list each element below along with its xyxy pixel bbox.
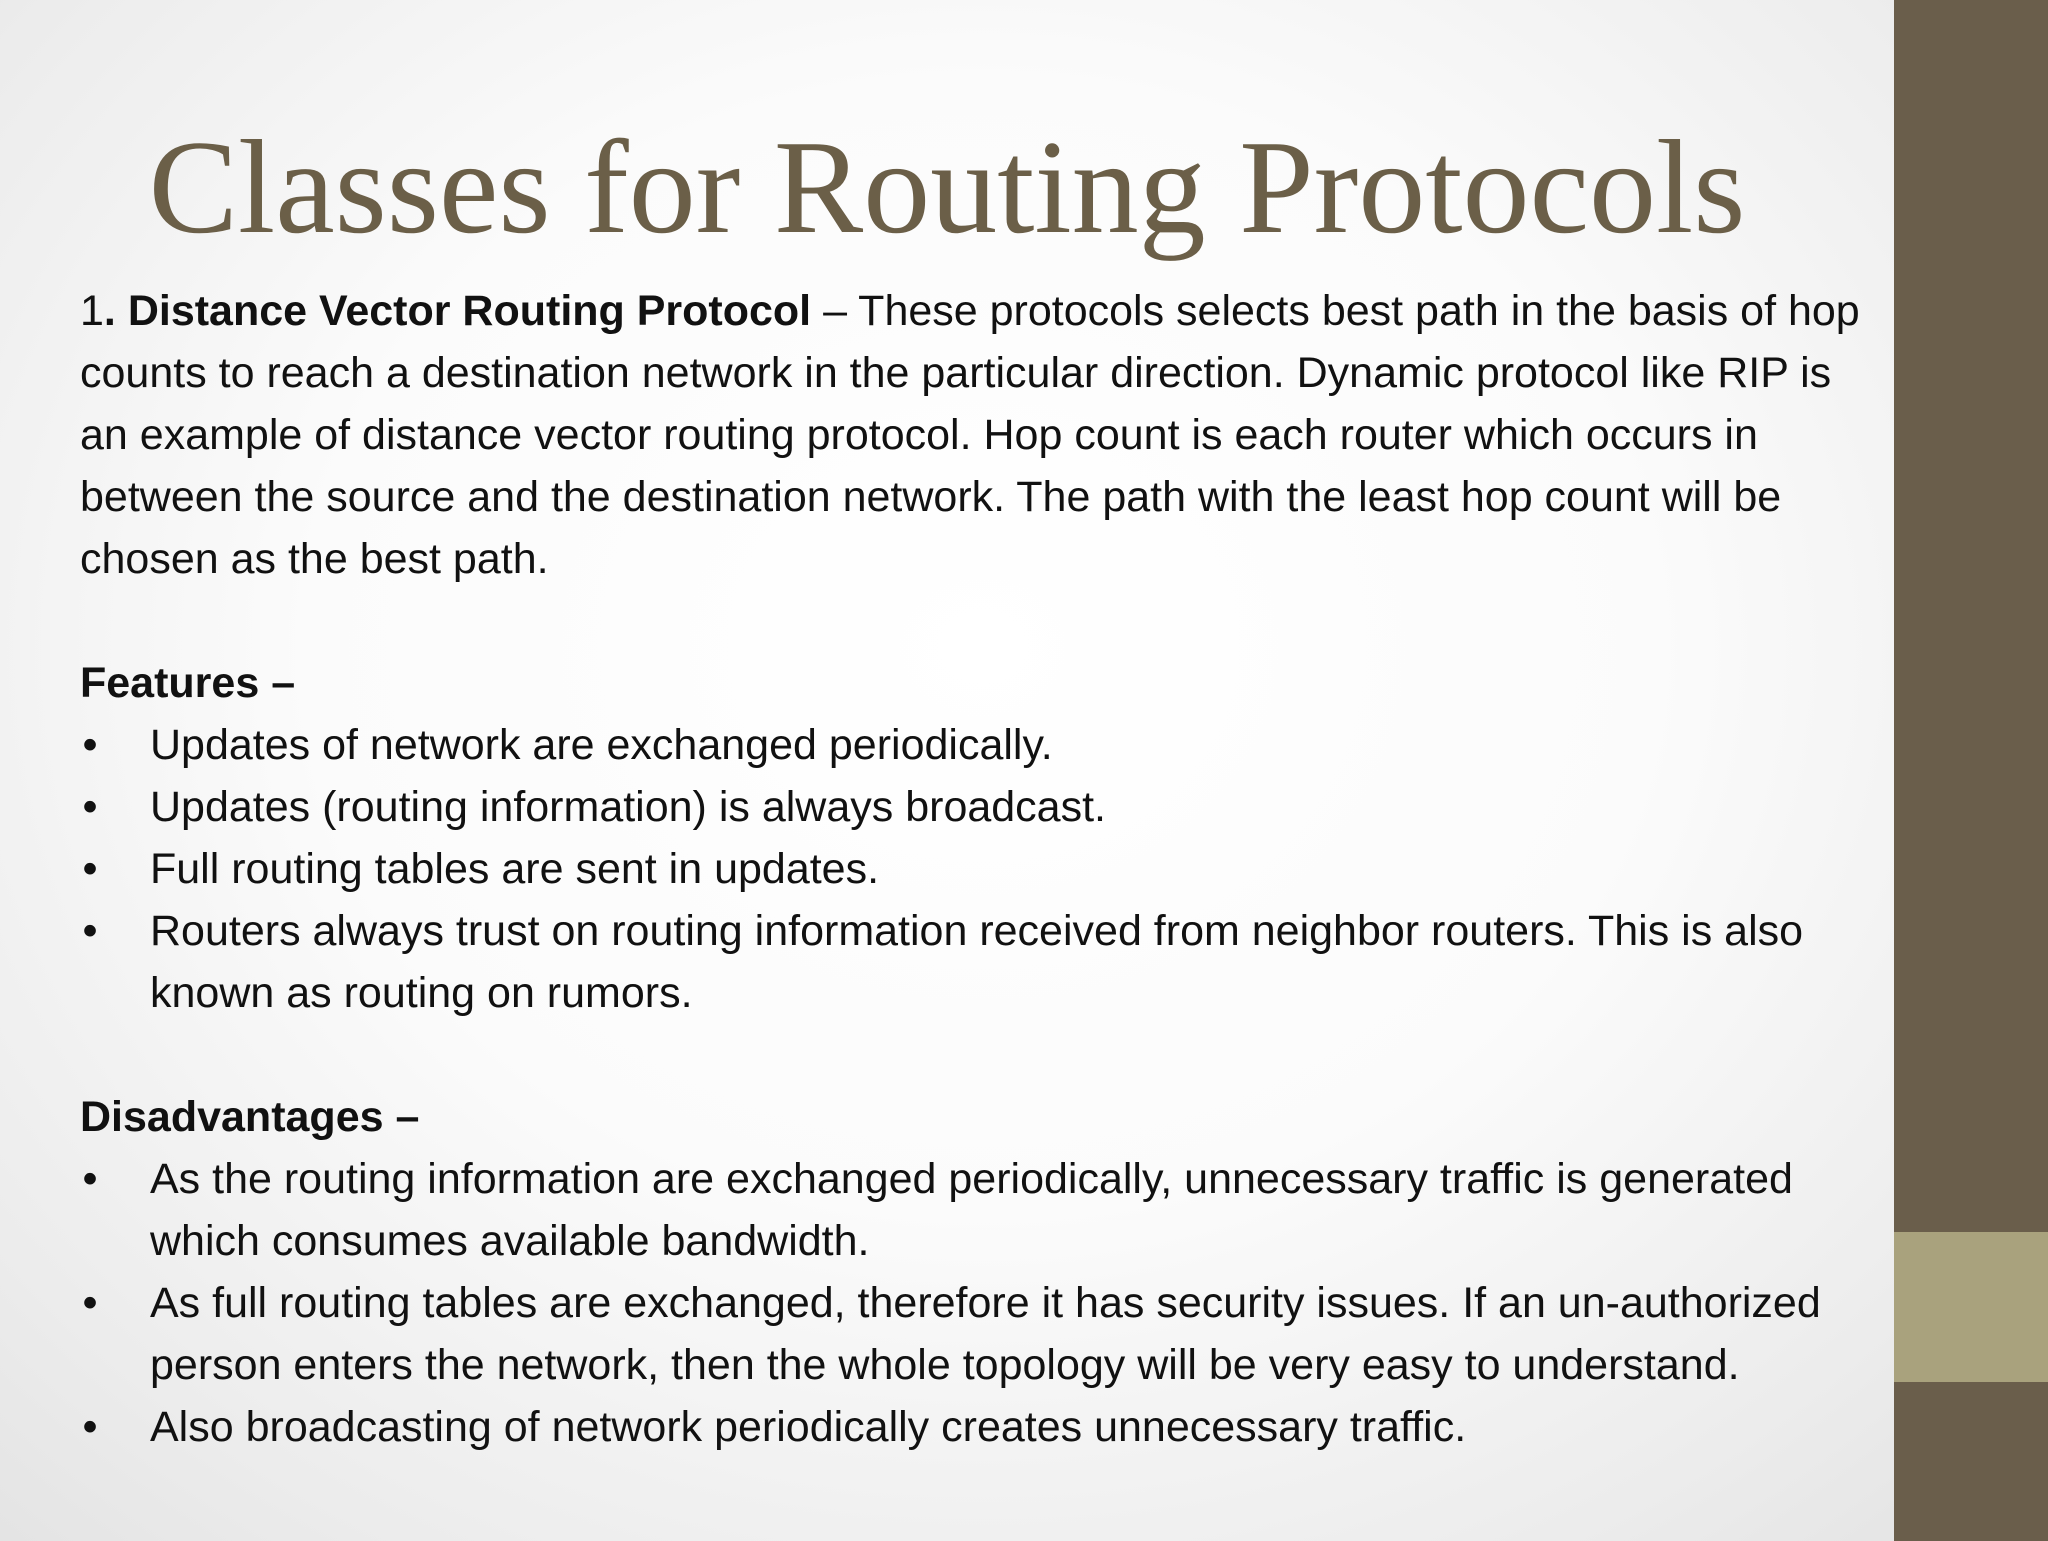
features-item-text: Routers always trust on routing information received from neighbor routers. This is also known as routing on rumors.	[150, 907, 1804, 1017]
bullet-icon: •	[82, 1155, 98, 1203]
bullet-icon: •	[82, 1279, 98, 1327]
bullet-icon: •	[82, 783, 98, 831]
features-heading: Features –	[80, 659, 296, 707]
features-item-text: Updates of network are exchanged periodically.	[150, 721, 1053, 769]
disadvantages-list-item	[80, 1396, 1870, 1458]
features-list-item	[80, 776, 1870, 838]
disadvantages-item-text: Also broadcasting of network periodically creates unnecessary traffic.	[150, 1403, 1467, 1451]
slide-body	[80, 280, 1870, 1458]
bullet-icon: •	[82, 845, 98, 893]
intro-text: – These protocols selects best path in the basis of hop counts to reach a destination network in the particular direction. Dynamic protocol like RIP is an example of distance vector routing protocol. Hop count is each router which occurs in between the source and the destination network. The path with the least hop count will be chosen as the best path.	[80, 287, 1860, 583]
features-list-item	[80, 900, 1870, 1024]
side-accent-decoration	[1894, 1232, 2048, 1382]
features-list	[80, 714, 1870, 1024]
intro-number: 1	[80, 287, 104, 335]
intro-paragraph	[80, 280, 1870, 590]
features-item-text: Full routing tables are sent in updates.	[150, 845, 880, 893]
disadvantages-list-item	[80, 1272, 1870, 1396]
disadvantages-item-text: As full routing tables are exchanged, therefore it has security issues. If an un-authorized person enters the network, then the whole topology will be very easy to understand.	[150, 1279, 1821, 1389]
features-item-text: Updates (routing information) is always broadcast.	[150, 783, 1106, 831]
features-list-item	[80, 714, 1870, 776]
bullet-icon: •	[82, 721, 98, 769]
bullet-icon: •	[82, 1403, 98, 1451]
disadvantages-list-item	[80, 1148, 1870, 1272]
disadvantages-heading: Disadvantages –	[80, 1093, 420, 1141]
features-list-item	[80, 838, 1870, 900]
slide-title: Classes for Routing Protocols	[148, 113, 1746, 261]
intro-term: . Distance Vector Routing Protocol	[103, 287, 812, 335]
bullet-icon: •	[82, 907, 98, 955]
disadvantages-list	[80, 1148, 1870, 1458]
disadvantages-item-text: As the routing information are exchanged periodically, unnecessary traffic is generated which consumes available bandwidth.	[150, 1155, 1793, 1265]
